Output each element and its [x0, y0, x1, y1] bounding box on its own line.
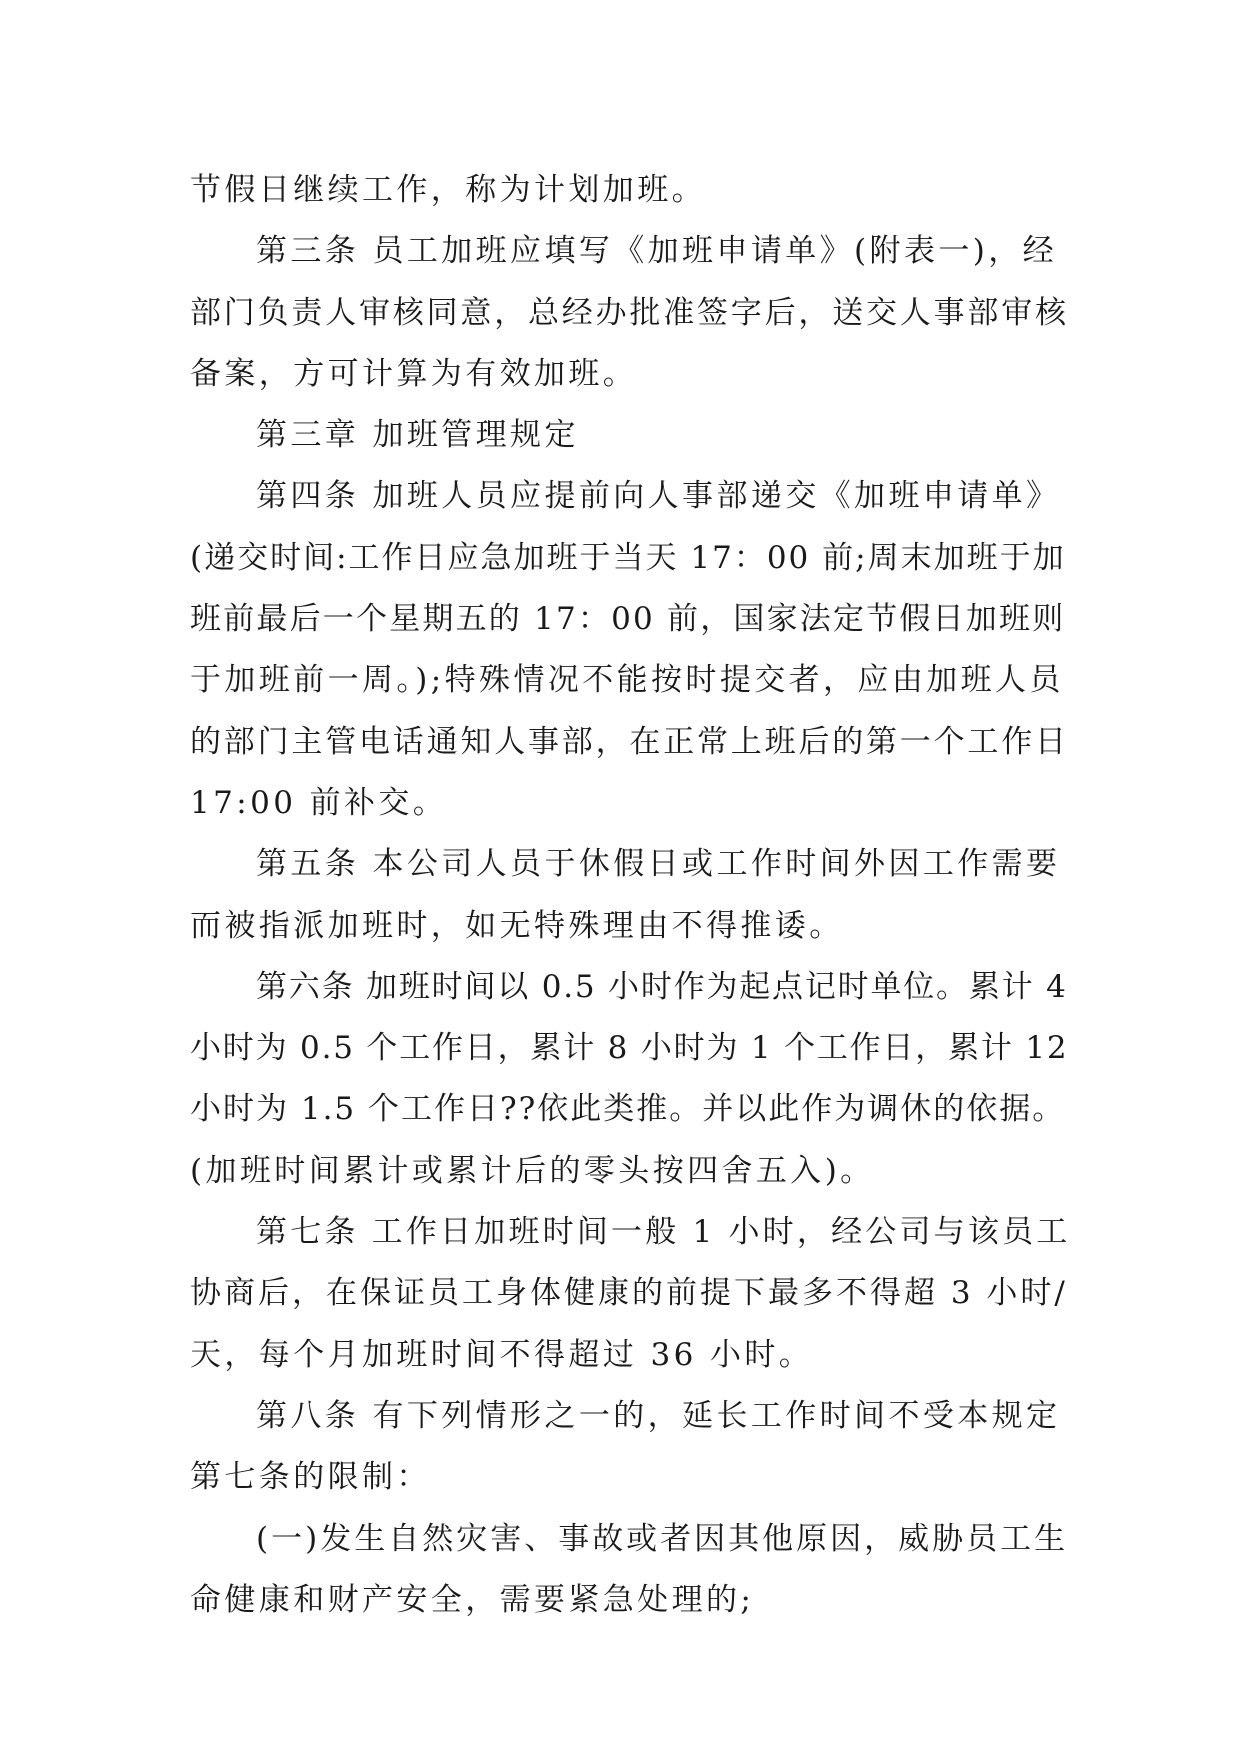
text-line: 天，每个月加班时间不得超过 36 小时。	[190, 1336, 814, 1373]
article-6-heading-line: 第六条 加班时间以 0.5 小时作为起点记时单位。累计 4	[256, 968, 1068, 1005]
text-line: 第七条的限制：	[190, 1459, 431, 1496]
text-line: 备案，方可计算为有效加班。	[190, 355, 638, 392]
article-7-heading-line: 第七条 工作日加班时间一般 1 小时，经公司与该员工	[256, 1214, 1071, 1251]
text-line: 部门负责人审核同意，总经办批准签字后，送交人事部审核	[190, 294, 1069, 331]
text-line: 而被指派加班时，如无特殊理由不得推诿。	[190, 907, 844, 944]
article-4-heading-line: 第四条 加班人员应提前向人事部递交《加班申请单》	[256, 478, 1061, 515]
text-line: 17:00 前补交。	[190, 784, 448, 821]
text-line: (递交时间:工作日应急加班于当天 17：00 前;周末加班于加	[190, 539, 1066, 576]
text-line: 的部门主管电话通知人事部，在正常上班后的第一个工作日	[190, 723, 1069, 760]
article-5-heading-line: 第五条 本公司人员于休假日或工作时间外因工作需要	[256, 846, 1061, 883]
text-line: 于加班前一周。);特殊情况不能按时提交者，应由加班人员	[190, 662, 1064, 699]
chapter-3-heading: 第三章 加班管理规定	[256, 417, 579, 454]
text-line: 命健康和财产安全，需要紧急处理的;	[190, 1581, 755, 1618]
article-3-heading-line: 第三条 员工加班应填写《加班申请单》(附表一)，经	[256, 233, 1058, 270]
text-line: 小时为 0.5 个工作日，累计 8 小时为 1 个工作日，累计 12	[190, 1030, 1069, 1067]
list-item-1-line: (一)发生自然灾害、事故或者因其他原因，威胁员工生	[256, 1520, 1069, 1557]
text-line: 协商后，在保证员工身体健康的前提下最多不得超 3 小时/	[190, 1275, 1068, 1312]
text-line: 班前最后一个星期五的 17：00 前，国家法定节假日加班则	[190, 601, 1066, 638]
article-8-heading-line: 第八条 有下列情形之一的，延长工作时间不受本规定	[256, 1397, 1061, 1434]
text-line: 小时为 1.5 个工作日??依此类推。并以此作为调休的依据。	[190, 1091, 1066, 1128]
text-line: (加班时间累计或累计后的零头按四舍五入)。	[190, 1152, 875, 1189]
text-line: 节假日继续工作，称为计划加班。	[190, 172, 706, 208]
body-text	[190, 160, 1070, 1631]
